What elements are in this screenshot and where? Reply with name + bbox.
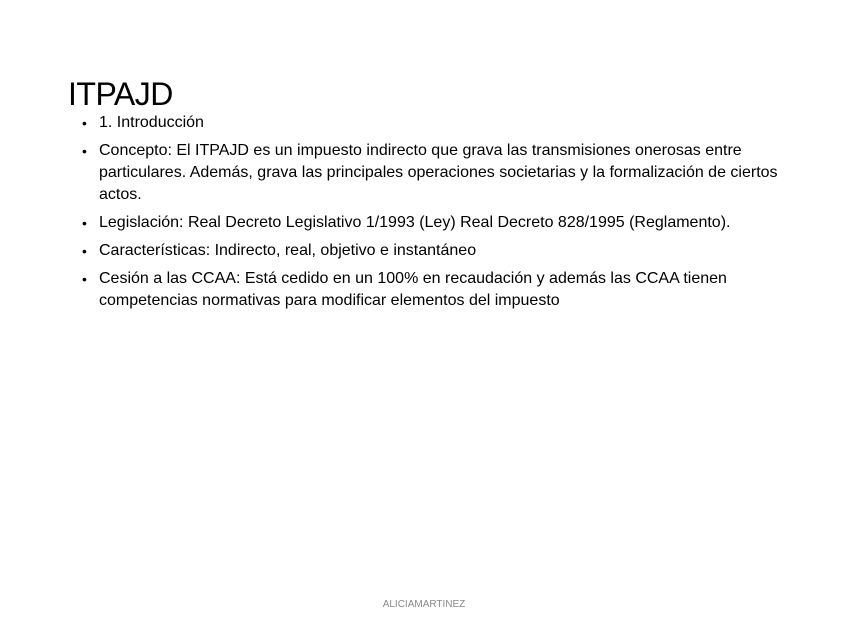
bullet-item-cesion [82, 268, 782, 312]
bullet-item-introduccion [82, 112, 782, 134]
bullet-text: Legislación: Real Decreto Legislativo 1/1993 (Ley) Real Decreto 828/1995 (Reglamento). [99, 214, 731, 231]
slide-title: ITPAJD [68, 76, 173, 112]
bullet-list [82, 112, 782, 318]
bullet-text: 1. Introducción [99, 114, 204, 131]
bullet-icon: • [82, 243, 87, 259]
bullet-icon: • [82, 115, 87, 131]
bullet-text: Concepto: El ITPAJD es un impuesto indirecto que grava las transmisiones onerosas entre particulares. Además, grava las principales operaciones societarias y la formalización de ciertos actos. [99, 142, 778, 203]
bullet-icon: • [82, 271, 87, 287]
bullet-icon: • [82, 143, 87, 159]
bullet-text: Cesión a las CCAA: Está cedido en un 100% en recaudación y además las CCAA tienen competencias normativas para modificar elementos del impuesto [99, 270, 727, 309]
bullet-item-concepto [82, 140, 782, 206]
slide-footer: ALICIAMARTINEZ [382, 599, 466, 610]
bullet-item-legislacion [82, 212, 782, 234]
bullet-text: Características: Indirecto, real, objetivo e instantáneo [99, 242, 477, 259]
bullet-icon: • [82, 215, 87, 231]
bullet-item-caracteristicas [82, 240, 782, 262]
